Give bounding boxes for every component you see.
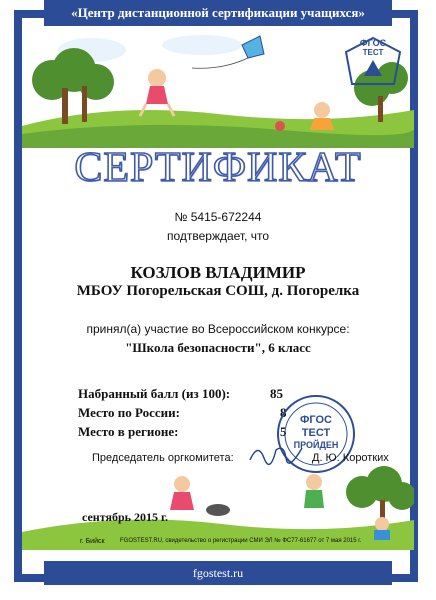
- participation-text: принял(а) участие во Всероссийском конкурсе:: [86, 322, 350, 336]
- certificate-title: СЕРТИФИКАТ: [74, 145, 362, 191]
- fgos-test-logo: [342, 36, 404, 90]
- issue-city: г. Бийск: [80, 538, 105, 545]
- issue-date: сентябрь 2015 г.: [82, 510, 169, 524]
- score-label: Набранный балл (из 100):: [78, 386, 231, 401]
- chair-label: Председатель оргкомитета:: [92, 452, 234, 464]
- russia-place-label: Место по России:: [78, 405, 180, 420]
- logo-line-2: ТЕСТ: [362, 48, 384, 57]
- website-banner: fgostest.ru: [44, 561, 392, 585]
- chair-name: Д. Ю. Коротких: [312, 452, 389, 464]
- certificate-number: № 5415-672244: [174, 210, 262, 224]
- registration-note: FGOSTEST.RU, свидетельство о регистрации СМИ ЭЛ № ФС77-61677 от 7 мая 2015 г.: [120, 538, 362, 544]
- header-org-banner: «Центр дистанционной сертификации учащихся»: [44, 0, 392, 26]
- stamp-line-3: ПРОЙДЕН: [293, 440, 339, 450]
- score-value: 85: [270, 386, 283, 401]
- recipient-name: КОЗЛОВ ВЛАДИМИР: [130, 263, 306, 282]
- stamp-line-2: ТЕСТ: [301, 427, 331, 439]
- russia-place-value: 8: [280, 405, 287, 420]
- region-place-value: 5: [280, 424, 287, 439]
- region-place-label: Место в регионе:: [78, 424, 179, 439]
- stamp-line-1: ФГОС: [300, 414, 332, 426]
- confirms-text: подтверждает, что: [166, 229, 270, 243]
- bottom-illustration: [22, 462, 414, 550]
- logo-line-1: ФГОС: [359, 38, 387, 48]
- recipient-school: МБОУ Погорельская СОШ, д. Погорелка: [76, 283, 360, 299]
- contest-name: "Школа безопасности", 6 класс: [125, 340, 311, 355]
